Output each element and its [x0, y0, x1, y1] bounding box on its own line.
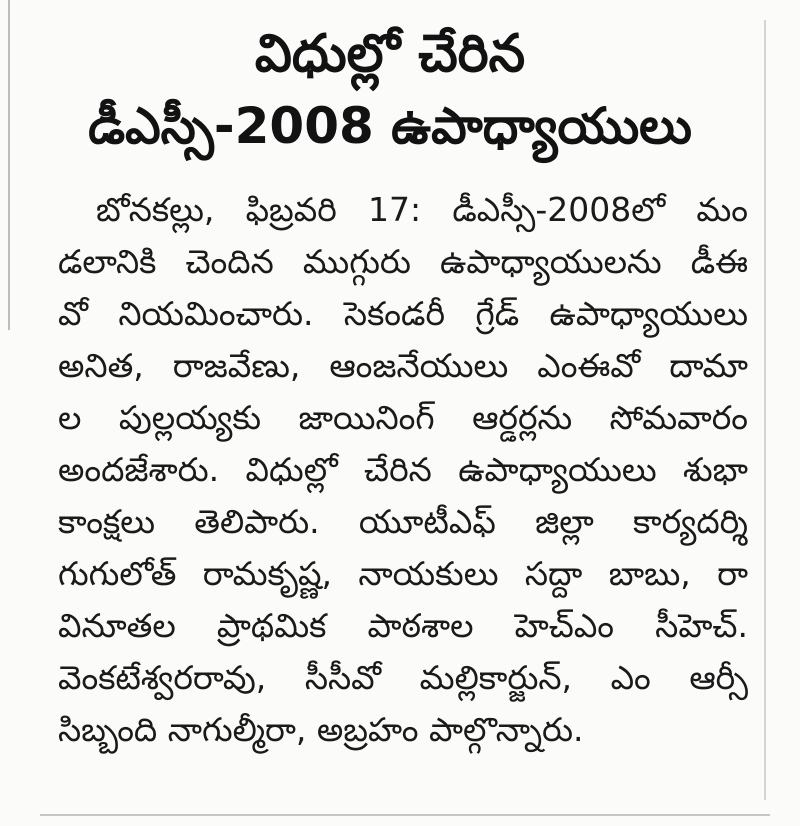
body-line-10: వెంకటేశ్వరరావు, సీసీవో మల్లికార్జున్, ఎం ఆర్సీ — [58, 658, 748, 697]
article-headline — [20, 18, 760, 162]
body-line-2: డలానికి చెందిన ముగ్గురు ఉపాధ్యాయులను డీఈ — [58, 242, 748, 281]
body-line-8: గుగులోత్ రామకృష్ణ, నాయకులు సద్దా బాబు, రా — [58, 554, 748, 593]
body-line-5: ల పుల్లయ్యకు జాయినింగ్ ఆర్డర్లను సోమవారం — [58, 398, 748, 437]
bottom-rule — [40, 814, 770, 816]
body-line-1: బోనకల్లు, ఫిబ్రవరి 17: డీఎస్సీ-2008లో మం — [96, 190, 748, 229]
left-column-rule — [8, 0, 10, 330]
body-line-6: అందజేశారు. విధుల్లో చేరిన ఉపాధ్యాయులు శుభా — [58, 450, 748, 489]
right-column-rule — [764, 20, 766, 800]
body-line-7: కాంక్షలు తెలిపారు. యూటీఎఫ్ జిల్లా కార్యదర్శి — [58, 502, 748, 541]
body-line-3: వో నియమించారు. సెకండరీ గ్రేడ్ ఉపాధ్యాయులు — [58, 294, 748, 333]
headline-line-1: విధుల్లో చేరిన — [254, 24, 526, 84]
body-line-11: సిబ్బంది నాగుల్మీరా, అబ్రహం పాల్గొన్నారు. — [58, 710, 584, 749]
body-line-4: అనిత, రాజవేణు, ఆంజనేయులు ఎంఈవో దామా — [58, 346, 748, 385]
article-body — [58, 184, 748, 756]
headline-line-2: డీఎస్సీ-2008 ఉపాధ్యాయులు — [88, 97, 692, 155]
body-line-9: వినూతల ప్రాథమిక పాఠశాల హెచ్ఎం సీహెచ్. — [58, 606, 748, 645]
